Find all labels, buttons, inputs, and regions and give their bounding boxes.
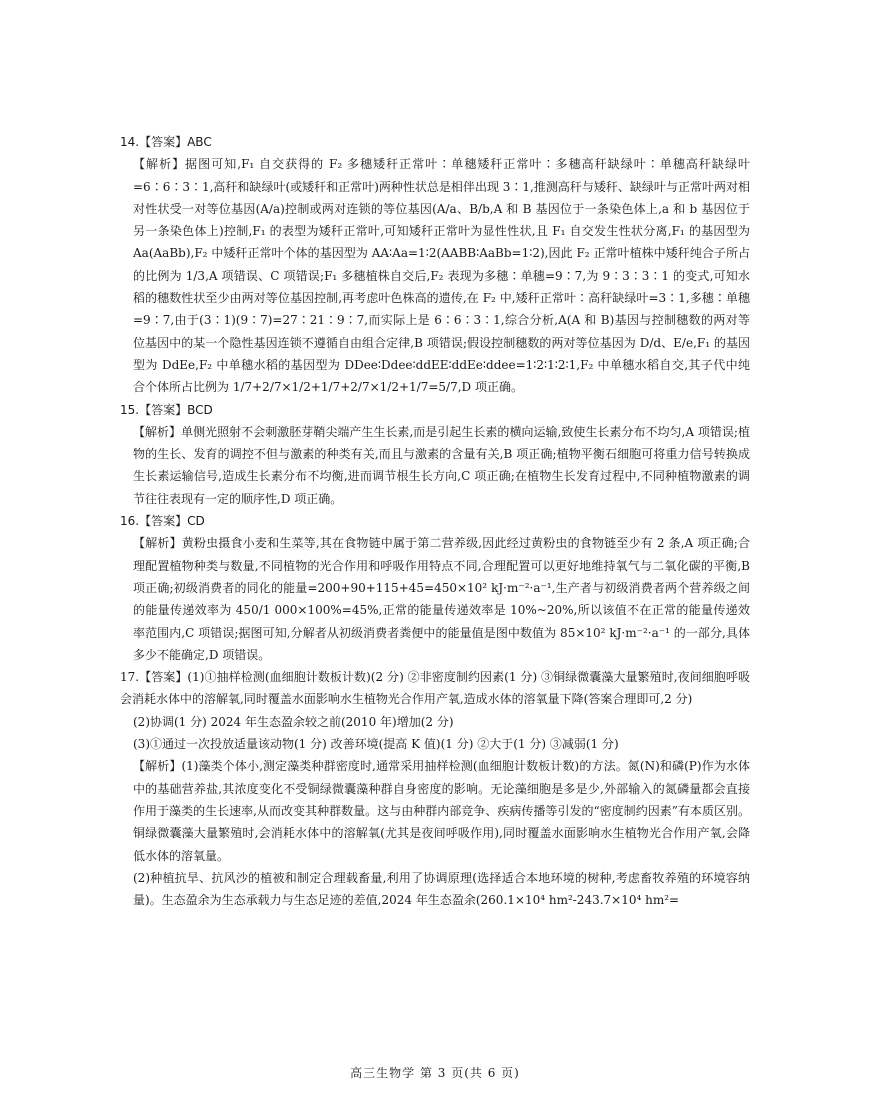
answer-17-part-2: (2)协调(1 分) 2024 年生态盈余较之前(2010 年)增加(2 分) (133, 714, 454, 729)
answer-head-15: 15.【答案】BCD (120, 402, 213, 417)
explanation-15: 【解析】单侧光照射不会刺激胚芽鞘尖端产生生长素,而是引起生长素的横向运输,致使生长素分布不均匀,A 项错误;植物的生长、发育的调控不但与激素的种类有关,而且与激素的含量有关,B 项正确;植物平衡石细胞可将重力信号转换成生长素运输信号,造成生长素分布不均衡,进而调节根生长方向,C 项正确;在植物生长发育过程中,不同种植物激素的调节往往表现有一定的顺序性,D 项正确。 (133, 424, 750, 506)
question-17 (120, 666, 750, 911)
answer-head-17: 17.【答案】(1)①抽样检测(血细胞计数板计数)(2 分) ②非密度制约因素(1 分) ③铜绿微囊藻大量繁殖时,夜间细胞呼吸会消耗水体中的溶解氧,同时覆盖水面影响水生植物光合作用产氧,造成水体的溶氧量下降(答案合理即可,2 分) (120, 670, 750, 707)
answer-head-16: 16.【答案】CD (120, 514, 205, 529)
explanation-17-part-2: (2)种植抗旱、抗风沙的植被和制定合理载畜量,利用了协调原理(选择适合本地环境的树种,考虑畜牧养殖的环境容纳量)。生态盈余为生态承载力与生态足迹的差值,2024 年生态盈余(260.1×10⁴ hm²-243.7×10⁴ hm²= (133, 870, 750, 908)
explanation-17-part-1: 【解析】(1)藻类个体小,测定藻类种群密度时,通常采用抽样检测(血细胞计数板计数)的方法。氮(N)和磷(P)作为水体中的基础营养盐,其浓度变化不受铜绿微囊藻种群自身密度的影响。无论藻细胞是多是少,外部输入的氮磷量都会直接作用于藻类的生长速率,从而改变其种群数量。这与由种群内部竞争、疾病传播等引发的“密度制约因素”有本质区别。铜绿微囊藻大量繁殖时,会消耗水体中的溶解氧(尤其是夜间呼吸作用),同时覆盖水面影响水生植物光合作用产氧,会降低水体的溶氧量。 (133, 759, 750, 863)
explanation-16: 【解析】黄粉虫摄食小麦和生菜等,其在食物链中属于第二营养级,因此经过黄粉虫的食物链至少有 2 条,A 项正确;合理配置植物种类与数量,不同植物的光合作用和呼吸作用特点不同,合理配置可以更好地维持氧气与二氧化碳的平衡,B 项正确;初级消费者的同化的能量=200+90+115+45=450×10² kJ·m⁻²·a⁻¹,生产者与初级消费者两个营养级之间的能量传递效率为 450/1 000×100%=45%,正常的能量传递效率是 10%~20%,所以该值不在正常的能量传递效率范围内,C 项错误;据图可知,分解者从初级消费者粪便中的能量值是图中数值为 85×10² kJ·m⁻²·a⁻¹ 的一部分,具体多少不能确定,D 项错误。 (133, 536, 750, 662)
question-16 (120, 510, 750, 666)
answer-content (120, 131, 750, 911)
explanation-14: 【解析】据图可知,F₁ 自交获得的 F₂ 多穗矮秆正常叶∶单穗矮秆正常叶∶多穗高秆缺绿叶∶单穗高秆缺绿叶=6∶6∶3∶1,高秆和缺绿叶(或矮秆和正常叶)两种性状总是相伴出现 3∶1,推测高秆与矮秆、缺绿叶与正常叶两对相对性状受一对等位基因(A/a)控制或两对连锁的等位基因(A/a、B/b,A 和 B 基因位于一条染色体上,a 和 b 基因位于另一条染色体上)控制,F₁ 的表型为矮秆正常叶,可知矮秆正常叶为显性性状,且 F₁ 自交发生性状分离,F₁ 的基因型为 Aa(AaBb),F₂ 中矮秆正常叶个体的基因型为 AA∶Aa=1∶2(AABB∶AaBb=1∶2),因此 F₂ 正常叶植株中矮秆纯合子所占的比例为 1/3,A 项错误、C 项错误;F₁ 多穗植株自交后,F₂ 表现为多穗∶单穗=9∶7,为 9∶3∶3∶1 的变式,可知水稻的穗数性状至少由两对等位基因控制,再考虑叶色株高的遗传,在 F₂ 中,矮秆正常叶∶高秆缺绿叶=3∶1,多穗∶单穗=9∶7,由于(3∶1)(9∶7)=27∶21∶9∶7,而实际上是 6∶6∶3∶1,综合分析,A(A 和 B)基因与控制穗数的两对等位基因中的某一个隐性基因连锁不遵循自由组合定律,B 项错误;假设控制穗数的两对等位基因为 D/d、E/e,F₁ 的基因型为 DdEe,F₂ 中单穗水稻的基因型为 DDee∶Ddee∶ddEE∶ddEe∶ddee=1∶2∶1∶2∶1,F₂ 中单穗水稻自交,其子代中纯合个体所占比例为 1/7+2/7×1/2+1/7+2/7×1/2+1/7=5/7,D 项正确。 (133, 157, 750, 395)
question-15 (120, 399, 750, 510)
page-footer: 高三生物学 第 3 页(共 6 页) (350, 1066, 520, 1080)
question-14 (120, 131, 750, 399)
answer-17-part-3: (3)①通过一次投放适量该动物(1 分) 改善环境(提高 K 值)(1 分) ②大于(1 分) ③减弱(1 分) (133, 737, 619, 752)
answer-head-14: 14.【答案】ABC (120, 135, 212, 149)
